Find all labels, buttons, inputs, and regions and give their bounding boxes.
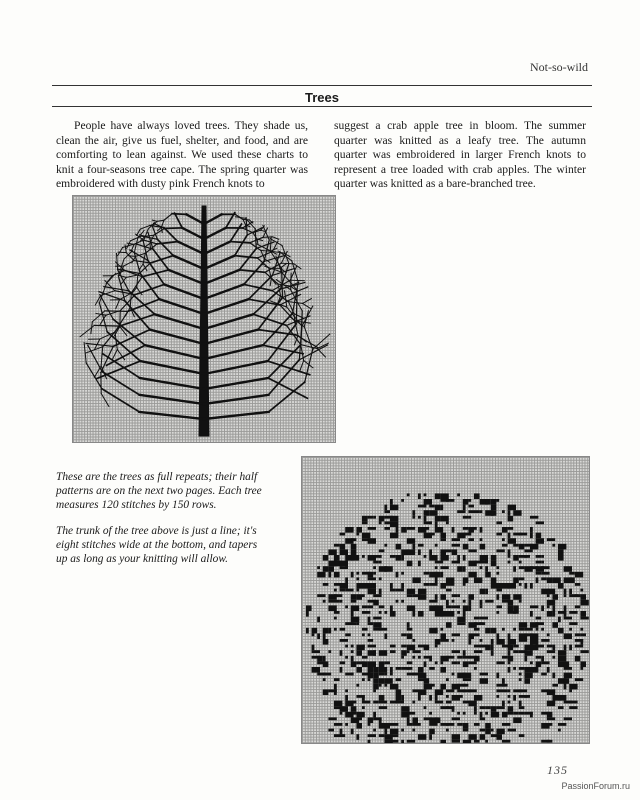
- caption-trunk-note: The trunk of the tree above is just a line; it's eight stitches wide at the bottom, and tapers up as long as your knitting will allow.: [56, 525, 258, 565]
- leafy-tree-chart: [301, 456, 590, 744]
- body-text-right: suggest a crab apple tree in bloom. The summer quarter was knitted as a leafy tree. The autumn quarter was embroidered in larger French knots to represent a tree loaded with crab apples. The winter quarter was knitted as a bare-branched tree.: [334, 119, 586, 191]
- section-bar: [52, 89, 592, 107]
- body-text-left: People have always loved trees. They shade us, clean the air, give us fuel, shelter, and food, and are comforting to lean against. We used these charts to knit a four-seasons tree cape. The spring quarter was embroidered with dusty pink French knots to: [56, 119, 308, 191]
- top-rule: [52, 85, 592, 86]
- bare-tree-chart: [72, 195, 336, 443]
- watermark: PassionForum.ru: [561, 781, 630, 791]
- page-number: 135: [547, 763, 568, 777]
- caption-full-repeats: These are the trees as full repeats; their half patterns are on the next two pages. Each tree measures 120 stitches by 150 rows.: [56, 471, 262, 511]
- running-head: Not-so-wild: [530, 60, 588, 74]
- bare-tree-illustration: [73, 196, 335, 442]
- leafy-tree-illustration: [302, 457, 589, 743]
- section-title: Trees: [305, 90, 339, 105]
